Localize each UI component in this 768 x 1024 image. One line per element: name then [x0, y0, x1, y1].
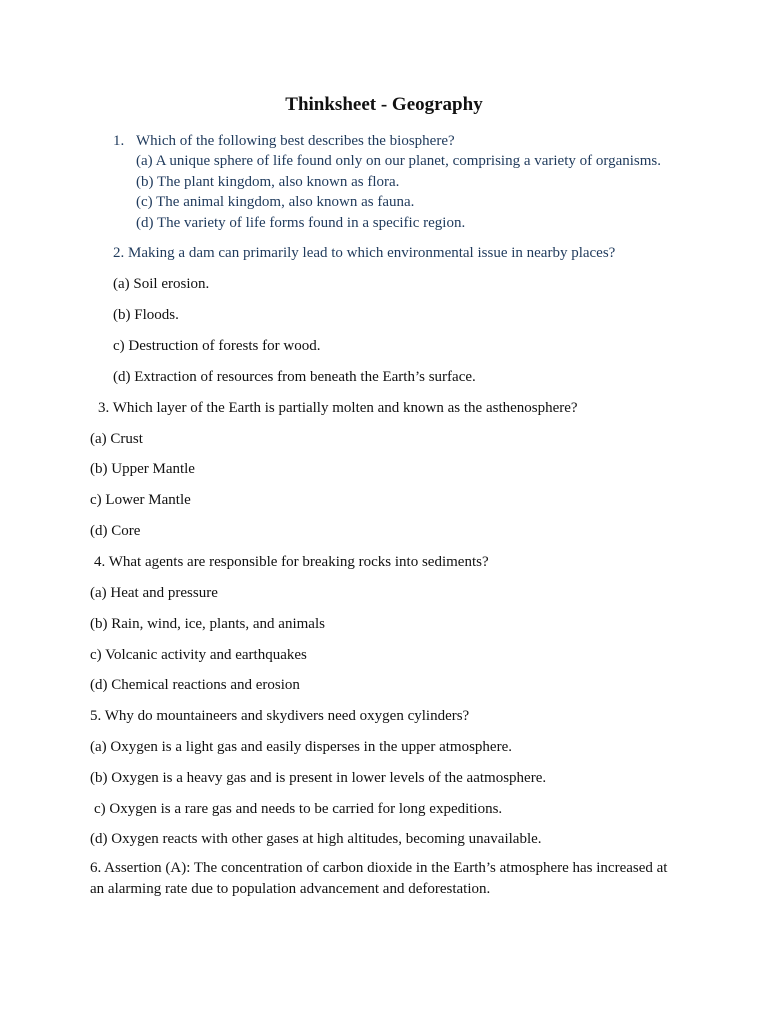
- question-2-option-b: (b) Floods.: [113, 307, 179, 323]
- question-1-number: 1.: [113, 133, 125, 149]
- question-1-text: Which of the following best describes the biosphere?: [136, 133, 455, 149]
- question-3-text: 3. Which layer of the Earth is partially molten and known as the asthenosphere?: [98, 400, 578, 416]
- question-5-text: 5. Why do mountaineers and skydivers need oxygen cylinders?: [90, 708, 470, 724]
- question-5-option-d: (d) Oxygen reacts with other gases at high altitudes, becoming unavailable.: [90, 831, 542, 847]
- question-1-option-b: (b) The plant kingdom, also known as flora.: [136, 174, 400, 190]
- question-1-option-c: (c) The animal kingdom, also known as fauna.: [136, 194, 415, 210]
- question-3-option-c: c) Lower Mantle: [90, 492, 191, 508]
- question-3-option-b: (b) Upper Mantle: [90, 461, 195, 477]
- question-4-option-c: c) Volcanic activity and earthquakes: [90, 647, 307, 663]
- question-2-option-c: c) Destruction of forests for wood.: [113, 338, 321, 354]
- question-2-option-d: (d) Extraction of resources from beneath the Earth’s surface.: [113, 369, 476, 385]
- question-5-option-a: (a) Oxygen is a light gas and easily disperses in the upper atmosphere.: [90, 739, 512, 755]
- question-4-option-a: (a) Heat and pressure: [90, 585, 218, 601]
- question-6-text: 6. Assertion (A): The concentration of carbon dioxide in the Earth’s atmosphere has increased at an alarming rate due to population advancement and deforestation.: [90, 860, 668, 897]
- question-2-option-a: (a) Soil erosion.: [113, 276, 210, 292]
- question-3-option-a: (a) Crust: [90, 431, 143, 447]
- question-1-option-a: (a) A unique sphere of life found only on our planet, comprising a variety of organisms.: [136, 153, 662, 169]
- question-5-option-b: (b) Oxygen is a heavy gas and is present in lower levels of the aatmosphere.: [90, 770, 547, 786]
- question-2-text: 2. Making a dam can primarily lead to which environmental issue in nearby places?: [113, 245, 616, 261]
- question-5-option-c: c) Oxygen is a rare gas and needs to be carried for long expeditions.: [94, 801, 503, 817]
- question-4-option-b: (b) Rain, wind, ice, plants, and animals: [90, 616, 325, 632]
- question-1-option-d: (d) The variety of life forms found in a specific region.: [136, 215, 466, 231]
- question-4-text: 4. What agents are responsible for breaking rocks into sediments?: [94, 554, 489, 570]
- page-title: Thinksheet - Geography: [285, 94, 483, 115]
- question-3-option-d: (d) Core: [90, 523, 141, 539]
- question-4-option-d: (d) Chemical reactions and erosion: [90, 677, 300, 693]
